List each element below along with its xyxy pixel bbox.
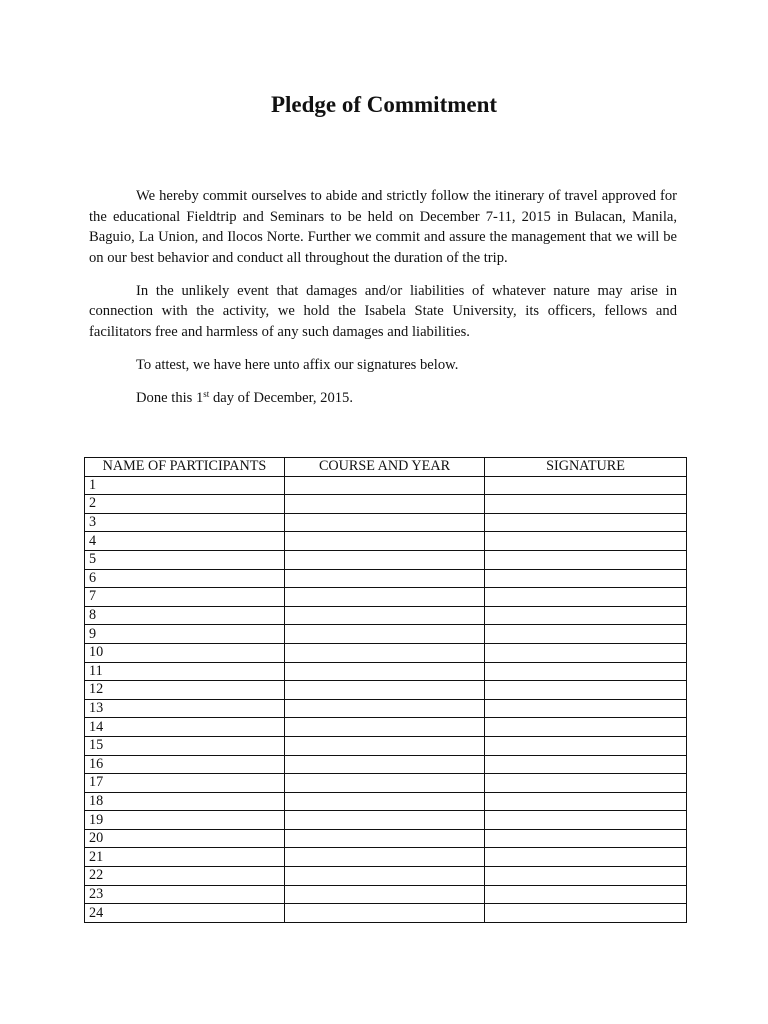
signature-cell[interactable] (485, 476, 687, 495)
participant-name-cell[interactable]: 5 (85, 550, 285, 569)
table-row (85, 904, 687, 923)
table-row (85, 532, 687, 551)
table-row (85, 867, 687, 886)
course-and-year-cell[interactable] (285, 885, 485, 904)
attest-paragraph: To attest, we have here unto affix our signatures below. (136, 356, 459, 373)
header-signature: SIGNATURE (485, 458, 687, 477)
participant-name-cell[interactable]: 17 (85, 774, 285, 793)
signature-cell[interactable] (485, 904, 687, 923)
course-and-year-cell[interactable] (285, 829, 485, 848)
signature-cell[interactable] (485, 513, 687, 532)
course-and-year-cell[interactable] (285, 848, 485, 867)
ordinal-superscript: st (203, 388, 210, 399)
course-and-year-cell[interactable] (285, 811, 485, 830)
table-row (85, 588, 687, 607)
course-and-year-cell[interactable] (285, 606, 485, 625)
table-row (85, 736, 687, 755)
table-row (85, 885, 687, 904)
signature-cell[interactable] (485, 848, 687, 867)
course-and-year-cell[interactable] (285, 774, 485, 793)
participant-name-cell[interactable]: 23 (85, 885, 285, 904)
signature-cell[interactable] (485, 495, 687, 514)
signature-cell[interactable] (485, 867, 687, 886)
participant-name-cell[interactable]: 15 (85, 736, 285, 755)
participant-name-cell[interactable]: 20 (85, 829, 285, 848)
signature-cell[interactable] (485, 699, 687, 718)
table-row (85, 699, 687, 718)
signature-cell[interactable] (485, 625, 687, 644)
course-and-year-cell[interactable] (285, 550, 485, 569)
table-row (85, 681, 687, 700)
header-course-and-year: COURSE AND YEAR (285, 458, 485, 477)
signature-cell[interactable] (485, 885, 687, 904)
participants-table (84, 457, 687, 923)
table-row (85, 513, 687, 532)
participant-name-cell[interactable]: 18 (85, 792, 285, 811)
participant-name-cell[interactable]: 1 (85, 476, 285, 495)
participant-name-cell[interactable]: 4 (85, 532, 285, 551)
signature-cell[interactable] (485, 811, 687, 830)
participant-name-cell[interactable]: 22 (85, 867, 285, 886)
table-row (85, 848, 687, 867)
course-and-year-cell[interactable] (285, 569, 485, 588)
table-row (85, 569, 687, 588)
done-suffix: day of December, 2015. (209, 389, 353, 406)
participant-name-cell[interactable]: 6 (85, 569, 285, 588)
table-row (85, 774, 687, 793)
table-row (85, 625, 687, 644)
signature-cell[interactable] (485, 643, 687, 662)
table-row (85, 662, 687, 681)
table-row (85, 476, 687, 495)
table-row (85, 829, 687, 848)
participant-name-cell[interactable]: 11 (85, 662, 285, 681)
table-row (85, 495, 687, 514)
participant-name-cell[interactable]: 9 (85, 625, 285, 644)
signature-cell[interactable] (485, 792, 687, 811)
table-row (85, 643, 687, 662)
participant-name-cell[interactable]: 13 (85, 699, 285, 718)
table-row (85, 792, 687, 811)
commitment-paragraph: We hereby commit ourselves to abide and strictly follow the itinerary of travel approved for the educational Fieldtrip and Seminars to be held on December 7-11, 2015 in Bulacan, Manila, Baguio, La Union, and Ilocos Norte. Further we commit and assure the management that we will be on our best behavior and conduct all throughout the duration of the trip. (89, 188, 677, 266)
signature-cell[interactable] (485, 755, 687, 774)
participant-name-cell[interactable]: 3 (85, 513, 285, 532)
liability-paragraph: In the unlikely event that damages and/or liabilities of whatever nature may arise in connection with the activity, we hold the Isabela State University, its officers, fellows and facilitators free and harmless of any such damages and liabilities. (89, 282, 677, 340)
signature-cell[interactable] (485, 829, 687, 848)
course-and-year-cell[interactable] (285, 588, 485, 607)
signature-cell[interactable] (485, 774, 687, 793)
course-and-year-cell[interactable] (285, 736, 485, 755)
participant-name-cell[interactable]: 12 (85, 681, 285, 700)
table-row (85, 755, 687, 774)
course-and-year-cell[interactable] (285, 625, 485, 644)
signature-cell[interactable] (485, 588, 687, 607)
course-and-year-cell[interactable] (285, 681, 485, 700)
course-and-year-cell[interactable] (285, 792, 485, 811)
pledge-body (89, 186, 677, 421)
table-row (85, 550, 687, 569)
course-and-year-cell[interactable] (285, 513, 485, 532)
signature-cell[interactable] (485, 532, 687, 551)
signature-cell[interactable] (485, 550, 687, 569)
course-and-year-cell[interactable] (285, 532, 485, 551)
participant-name-cell[interactable]: 10 (85, 643, 285, 662)
course-and-year-cell[interactable] (285, 718, 485, 737)
signature-cell[interactable] (485, 718, 687, 737)
document-title: Pledge of Commitment (270, 92, 498, 117)
participant-name-cell[interactable]: 2 (85, 495, 285, 514)
table-row (85, 606, 687, 625)
header-name-of-participants: NAME OF PARTICIPANTS (85, 458, 285, 477)
course-and-year-cell[interactable] (285, 643, 485, 662)
participant-name-cell[interactable]: 16 (85, 755, 285, 774)
participants-table-body (85, 476, 687, 922)
participant-name-cell[interactable]: 7 (85, 588, 285, 607)
course-and-year-cell[interactable] (285, 755, 485, 774)
course-and-year-cell[interactable] (285, 476, 485, 495)
course-and-year-cell[interactable] (285, 699, 485, 718)
participant-name-cell[interactable]: 21 (85, 848, 285, 867)
participant-name-cell[interactable]: 14 (85, 718, 285, 737)
signature-cell[interactable] (485, 569, 687, 588)
signature-cell[interactable] (485, 681, 687, 700)
signature-cell[interactable] (485, 662, 687, 681)
course-and-year-cell[interactable] (285, 867, 485, 886)
table-row (85, 811, 687, 830)
done-prefix: Done this 1 (136, 389, 204, 406)
signature-cell[interactable] (485, 606, 687, 625)
course-and-year-cell[interactable] (285, 662, 485, 681)
course-and-year-cell[interactable] (285, 495, 485, 514)
participant-name-cell[interactable]: 8 (85, 606, 285, 625)
signature-cell[interactable] (485, 736, 687, 755)
course-and-year-cell[interactable] (285, 904, 485, 923)
done-date-line (89, 388, 677, 409)
table-header-row (85, 458, 687, 477)
participant-name-cell[interactable]: 19 (85, 811, 285, 830)
table-row (85, 718, 687, 737)
participant-name-cell[interactable]: 24 (85, 904, 285, 923)
